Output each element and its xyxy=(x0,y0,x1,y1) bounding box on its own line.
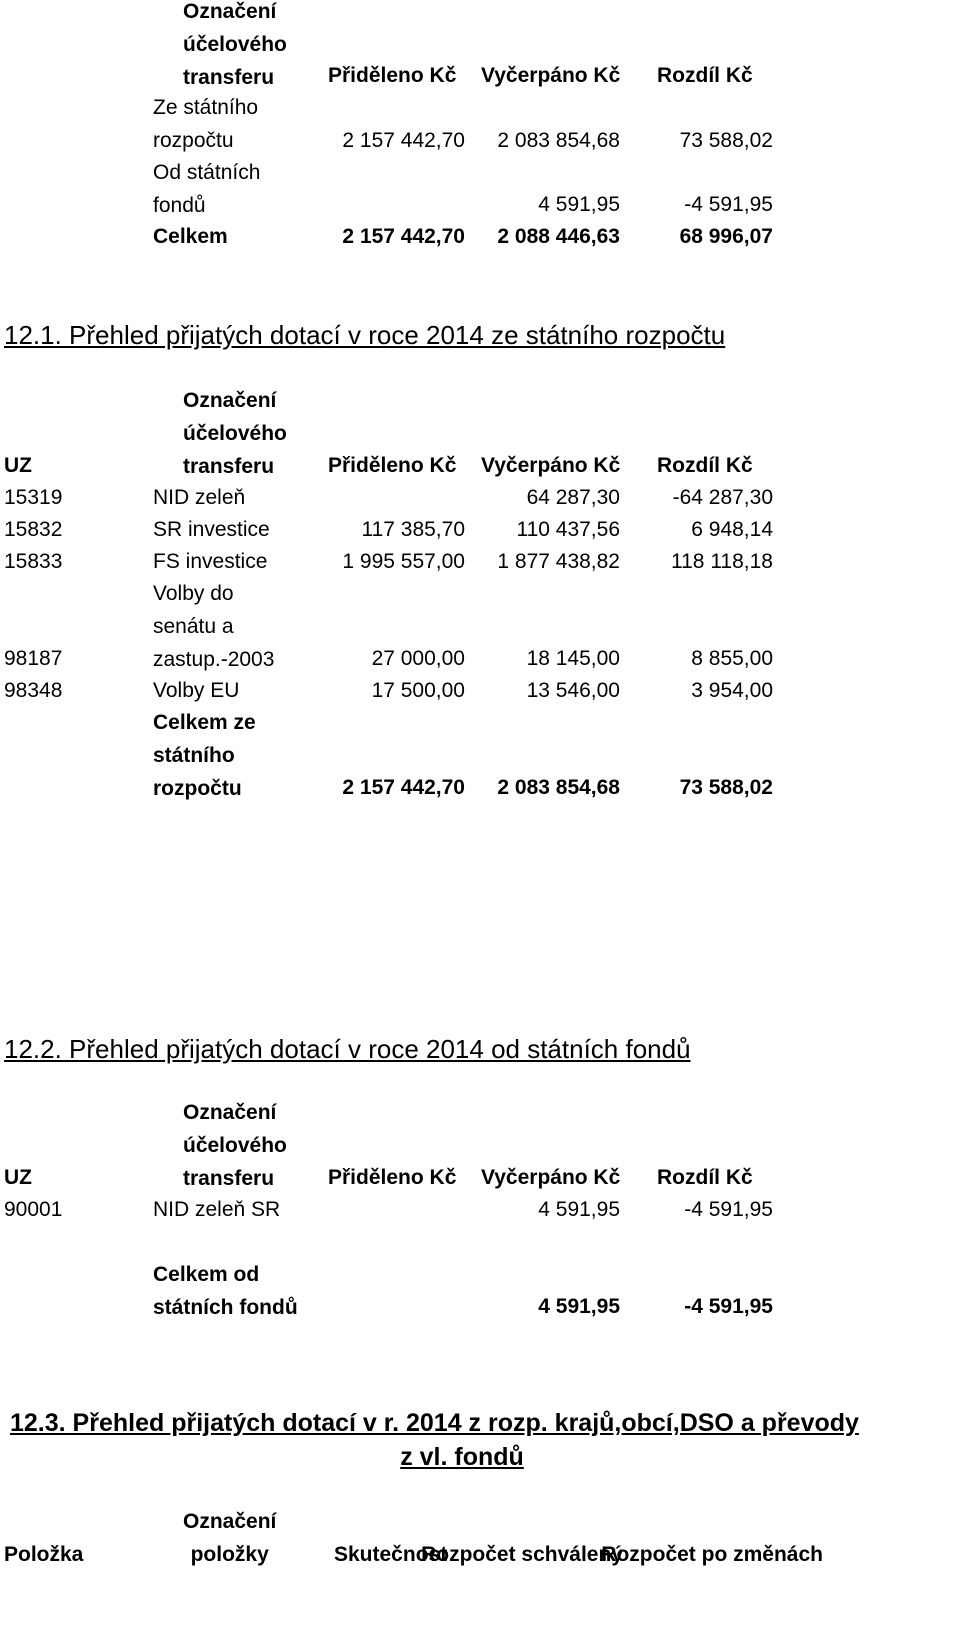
section1-header-diff: Rozdíl Kč xyxy=(657,454,753,477)
summary-row-assigned: 2 157 442,70 xyxy=(342,129,465,152)
section1-total-diff: 73 588,02 xyxy=(679,776,773,799)
section2-header-name: Označení účelového transferu xyxy=(183,1101,287,1190)
summary-total-spent: 2 088 446,63 xyxy=(497,225,620,248)
table-row-spent: 4 591,95 xyxy=(538,1198,620,1221)
table-row-uz: 15319 xyxy=(4,486,63,509)
section2-header-assigned: Přiděleno Kč xyxy=(328,1166,457,1189)
summary-row-diff: 73 588,02 xyxy=(679,129,773,152)
table-row-spent: 1 877 438,82 xyxy=(497,550,620,573)
table-row-uz: 15832 xyxy=(4,518,63,541)
summary-header-diff: Rozdíl Kč xyxy=(657,64,753,87)
section1-total-assigned: 2 157 442,70 xyxy=(342,776,465,799)
summary-header-spent: Vyčerpáno Kč xyxy=(481,64,621,87)
section2-header-spent: Vyčerpáno Kč xyxy=(481,1166,621,1189)
summary-row-spent: 4 591,95 xyxy=(538,193,620,216)
table-row-name: SR investice xyxy=(153,518,270,541)
section2-total-spent: 4 591,95 xyxy=(538,1295,620,1318)
section3-title-line2: z vl. fondů xyxy=(400,1443,524,1471)
section2-total-name: Celkem od státních fondů xyxy=(153,1263,298,1319)
section2-header-diff: Rozdíl Kč xyxy=(657,1166,753,1189)
summary-row-diff: -4 591,95 xyxy=(684,193,773,216)
section1-header-assigned: Přiděleno Kč xyxy=(328,454,457,477)
section3-header-budget xyxy=(421,1538,623,1571)
table-row-name: Volby do senátu a zastup.-2003 xyxy=(153,582,275,671)
section1-total-spent: 2 083 854,68 xyxy=(497,776,620,799)
summary-row-spent: 2 083 854,68 xyxy=(497,129,620,152)
table-row-uz: 98187 xyxy=(4,647,63,670)
table-row-diff: 118 118,18 xyxy=(671,550,773,573)
summary-total-diff: 68 996,07 xyxy=(679,225,773,248)
section2-header-uz: UZ xyxy=(4,1166,32,1189)
section3-header-budget-text: Rozpočet schválený xyxy=(421,1543,623,1566)
table-row-name: Volby EU xyxy=(153,679,240,702)
summary-header-name: Označení účelového transferu xyxy=(183,0,287,89)
table-row-spent: 64 287,30 xyxy=(526,486,620,509)
summary-total-assigned: 2 157 442,70 xyxy=(342,225,465,248)
summary-row-name: Ze státního rozpočtu xyxy=(153,96,259,152)
table-row-assigned: 27 000,00 xyxy=(371,647,465,670)
section2-total-diff: -4 591,95 xyxy=(684,1295,773,1318)
table-row-spent: 13 546,00 xyxy=(526,679,620,702)
summary-header-assigned: Přiděleno Kč xyxy=(328,64,457,87)
table-row-diff: -4 591,95 xyxy=(684,1198,773,1221)
section1-header-name: Označení účelového transferu xyxy=(183,389,287,478)
section1-header-spent: Vyčerpáno Kč xyxy=(481,454,621,477)
section2-title: 12.2. Přehled přijatých dotací v roce 2014 od státních fondů xyxy=(4,1034,691,1064)
table-row-assigned: 117 385,70 xyxy=(361,518,465,541)
summary-total-name: Celkem xyxy=(153,225,228,248)
section3-header-actual: Skutečnost xyxy=(334,1543,448,1566)
table-row-uz: 98348 xyxy=(4,679,63,702)
section3-header-budget-changed-text: Rozpočet po změnách xyxy=(601,1543,823,1566)
table-row-spent: 18 145,00 xyxy=(526,647,620,670)
section1-header-uz: UZ xyxy=(4,454,32,477)
summary-row-name: Od státních fondů xyxy=(153,161,261,217)
table-row-diff: 3 954,00 xyxy=(691,679,773,702)
section3-header-name: Označení položky xyxy=(183,1510,277,1566)
table-row-name: NID zeleň xyxy=(153,486,246,509)
table-row-name: NID zeleň SR xyxy=(153,1198,281,1221)
table-row-uz: 90001 xyxy=(4,1198,63,1221)
section3-title-line1: 12.3. Přehled přijatých dotací v r. 2014 z rozp. krajů,obcí,DSO a převody xyxy=(10,1409,859,1437)
table-row-assigned: 1 995 557,00 xyxy=(342,550,465,573)
table-row-name: FS investice xyxy=(153,550,268,573)
table-row-assigned: 17 500,00 xyxy=(371,679,465,702)
table-row-diff: 8 855,00 xyxy=(691,647,773,670)
table-row-spent: 110 437,56 xyxy=(516,518,620,541)
table-row-diff: 6 948,14 xyxy=(691,518,773,541)
section3-header-item: Položka xyxy=(4,1543,84,1566)
table-row-uz: 15833 xyxy=(4,550,63,573)
section1-title: 12.1. Přehled přijatých dotací v roce 2014 ze státního rozpočtu xyxy=(4,320,726,350)
section3-header-budget-changed xyxy=(601,1538,823,1571)
section1-total-name: Celkem ze státního rozpočtu xyxy=(153,711,256,800)
table-row-diff: -64 287,30 xyxy=(672,486,773,509)
